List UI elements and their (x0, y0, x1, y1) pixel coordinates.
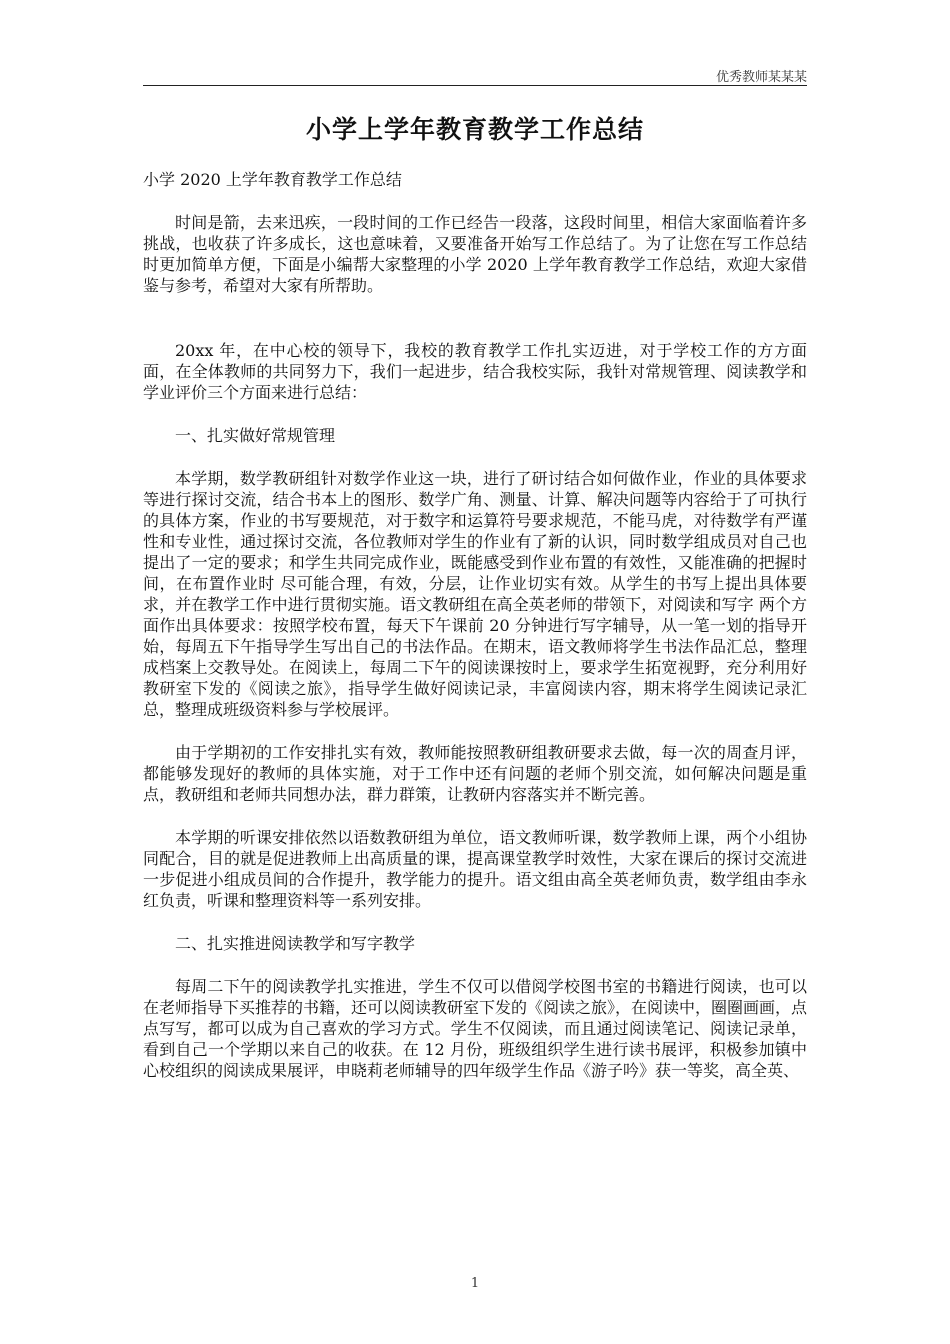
body-paragraph: 本学期的听课安排依然以语数教研组为单位，语文教师听课，数学教师上课，两个小组协同配合，目的就是促进教师上出高质量的课，提高课堂教学时效性，大家在课后的探讨交流进一步促进小组成员间的合作提升，教学能力的提升。语文组由高全英老师负责，数学组由李永红负责，听课和整理资料等一系列安排。 (143, 828, 807, 910)
document-subtitle: 小学 2020 上学年教育教学工作总结 (143, 170, 402, 189)
page-number: 1 (470, 1276, 480, 1291)
body-paragraph: 每周二下午的阅读教学扎实推进，学生不仅可以借阅学校图书室的书籍进行阅读，也可以在老师指导下买推荐的书籍，还可以阅读教研室下发的《阅读之旅》，在阅读中，圈圈画画，点点写写，都可以成为自己喜欢的学习方式。学生不仅阅读，而且通过阅读笔记、阅读记录单，看到自己一个学期以来自己的收获。在 12 月份，班级组织学生进行读书展评，积极参加镇中心校组织的阅读成果展评，申晓莉老师辅导的四年级学生作品《游子吟》获一等奖，高全英、 (143, 977, 808, 1080)
document-title: 小学上学年教育教学工作总结 (305, 115, 644, 144)
document-body (143, 110, 807, 1103)
intro-paragraph: 时间是箭，去来迅疾，一段时间的工作已经告一段落，这段时间里，相信大家面临着许多挑战，也收获了许多成长，这也意味着，又要准备开始写工作总结了。为了让您在写工作总结时更加简单方便，下面是小编帮大家整理的小学 2020 上学年教育教学工作总结，欢迎大家借鉴与参考，希望对大家有所帮助。 (143, 213, 807, 295)
body-paragraph: 本学期，数学教研组针对数学作业这一块，进行了研讨结合如何做作业，作业的具体要求等进行探讨交流，结合书本上的图形、数学广角、测量、计算、解决问题等内容给于了可执行的具体方案，作业的书写要规范，对于数字和运算符号要求规范，不能马虎，对待数学有严谨性和专业性，通过探讨交流，各位教师对学生的作业有了新的认识，同时数学组成员对自己也提出了一定的要求；和学生共同完成作业，既能感受到作业布置的有效性，又能准确的把握时间，在布置作业时 尽可能合理，有效，分层，让作业切实有效。从学生的书写上提出具体要求，并在教学工作中进行贯彻实施。语文教研组在高全英老师的带领下，对阅读和写字 两个方面作出具体要求：按照学校布置，每天下午课前 20 分钟进行写字辅导，从一笔一划的指导开始，每周五下午指导学生写出自己的书法作品。在期末，语文教师将学生书法作品汇总，整理成档案上交教导处。在阅读上，每周二下午的阅读课按时上，要求学生拓宽视野，充分利用好教研室下发的《阅读之旅》，指导学生做好阅读记录，丰富阅读内容，期末将学生阅读记录汇总，整理成班级资料参与学校展评。 (143, 469, 807, 719)
header-divider (143, 85, 807, 86)
page-header-author: 优秀教师某某某 (715, 70, 807, 85)
section-heading-2: 二、扎实推进阅读教学和写字教学 (175, 934, 416, 953)
body-paragraph: 由于学期初的工作安排扎实有效，教师能按照教研组教研要求去做，每一次的周查月评，都能够发现好的教师的具体实施，对于工作中还有问题的老师个别交流，如何解决问题是重点，教研组和老师共同想办法，群力群策，让教研内容落实并不断完善。 (143, 743, 807, 804)
overview-paragraph: 20xx 年，在中心校的领导下，我校的教育教学工作扎实迈进，对于学校工作的方方面面，在全体教师的共同努力下，我们一起进步，结合我校实际，我针对常规管理、阅读教学和学业评价三个方面来进行总结： (143, 341, 807, 402)
section-heading-1: 一、扎实做好常规管理 (175, 426, 336, 445)
